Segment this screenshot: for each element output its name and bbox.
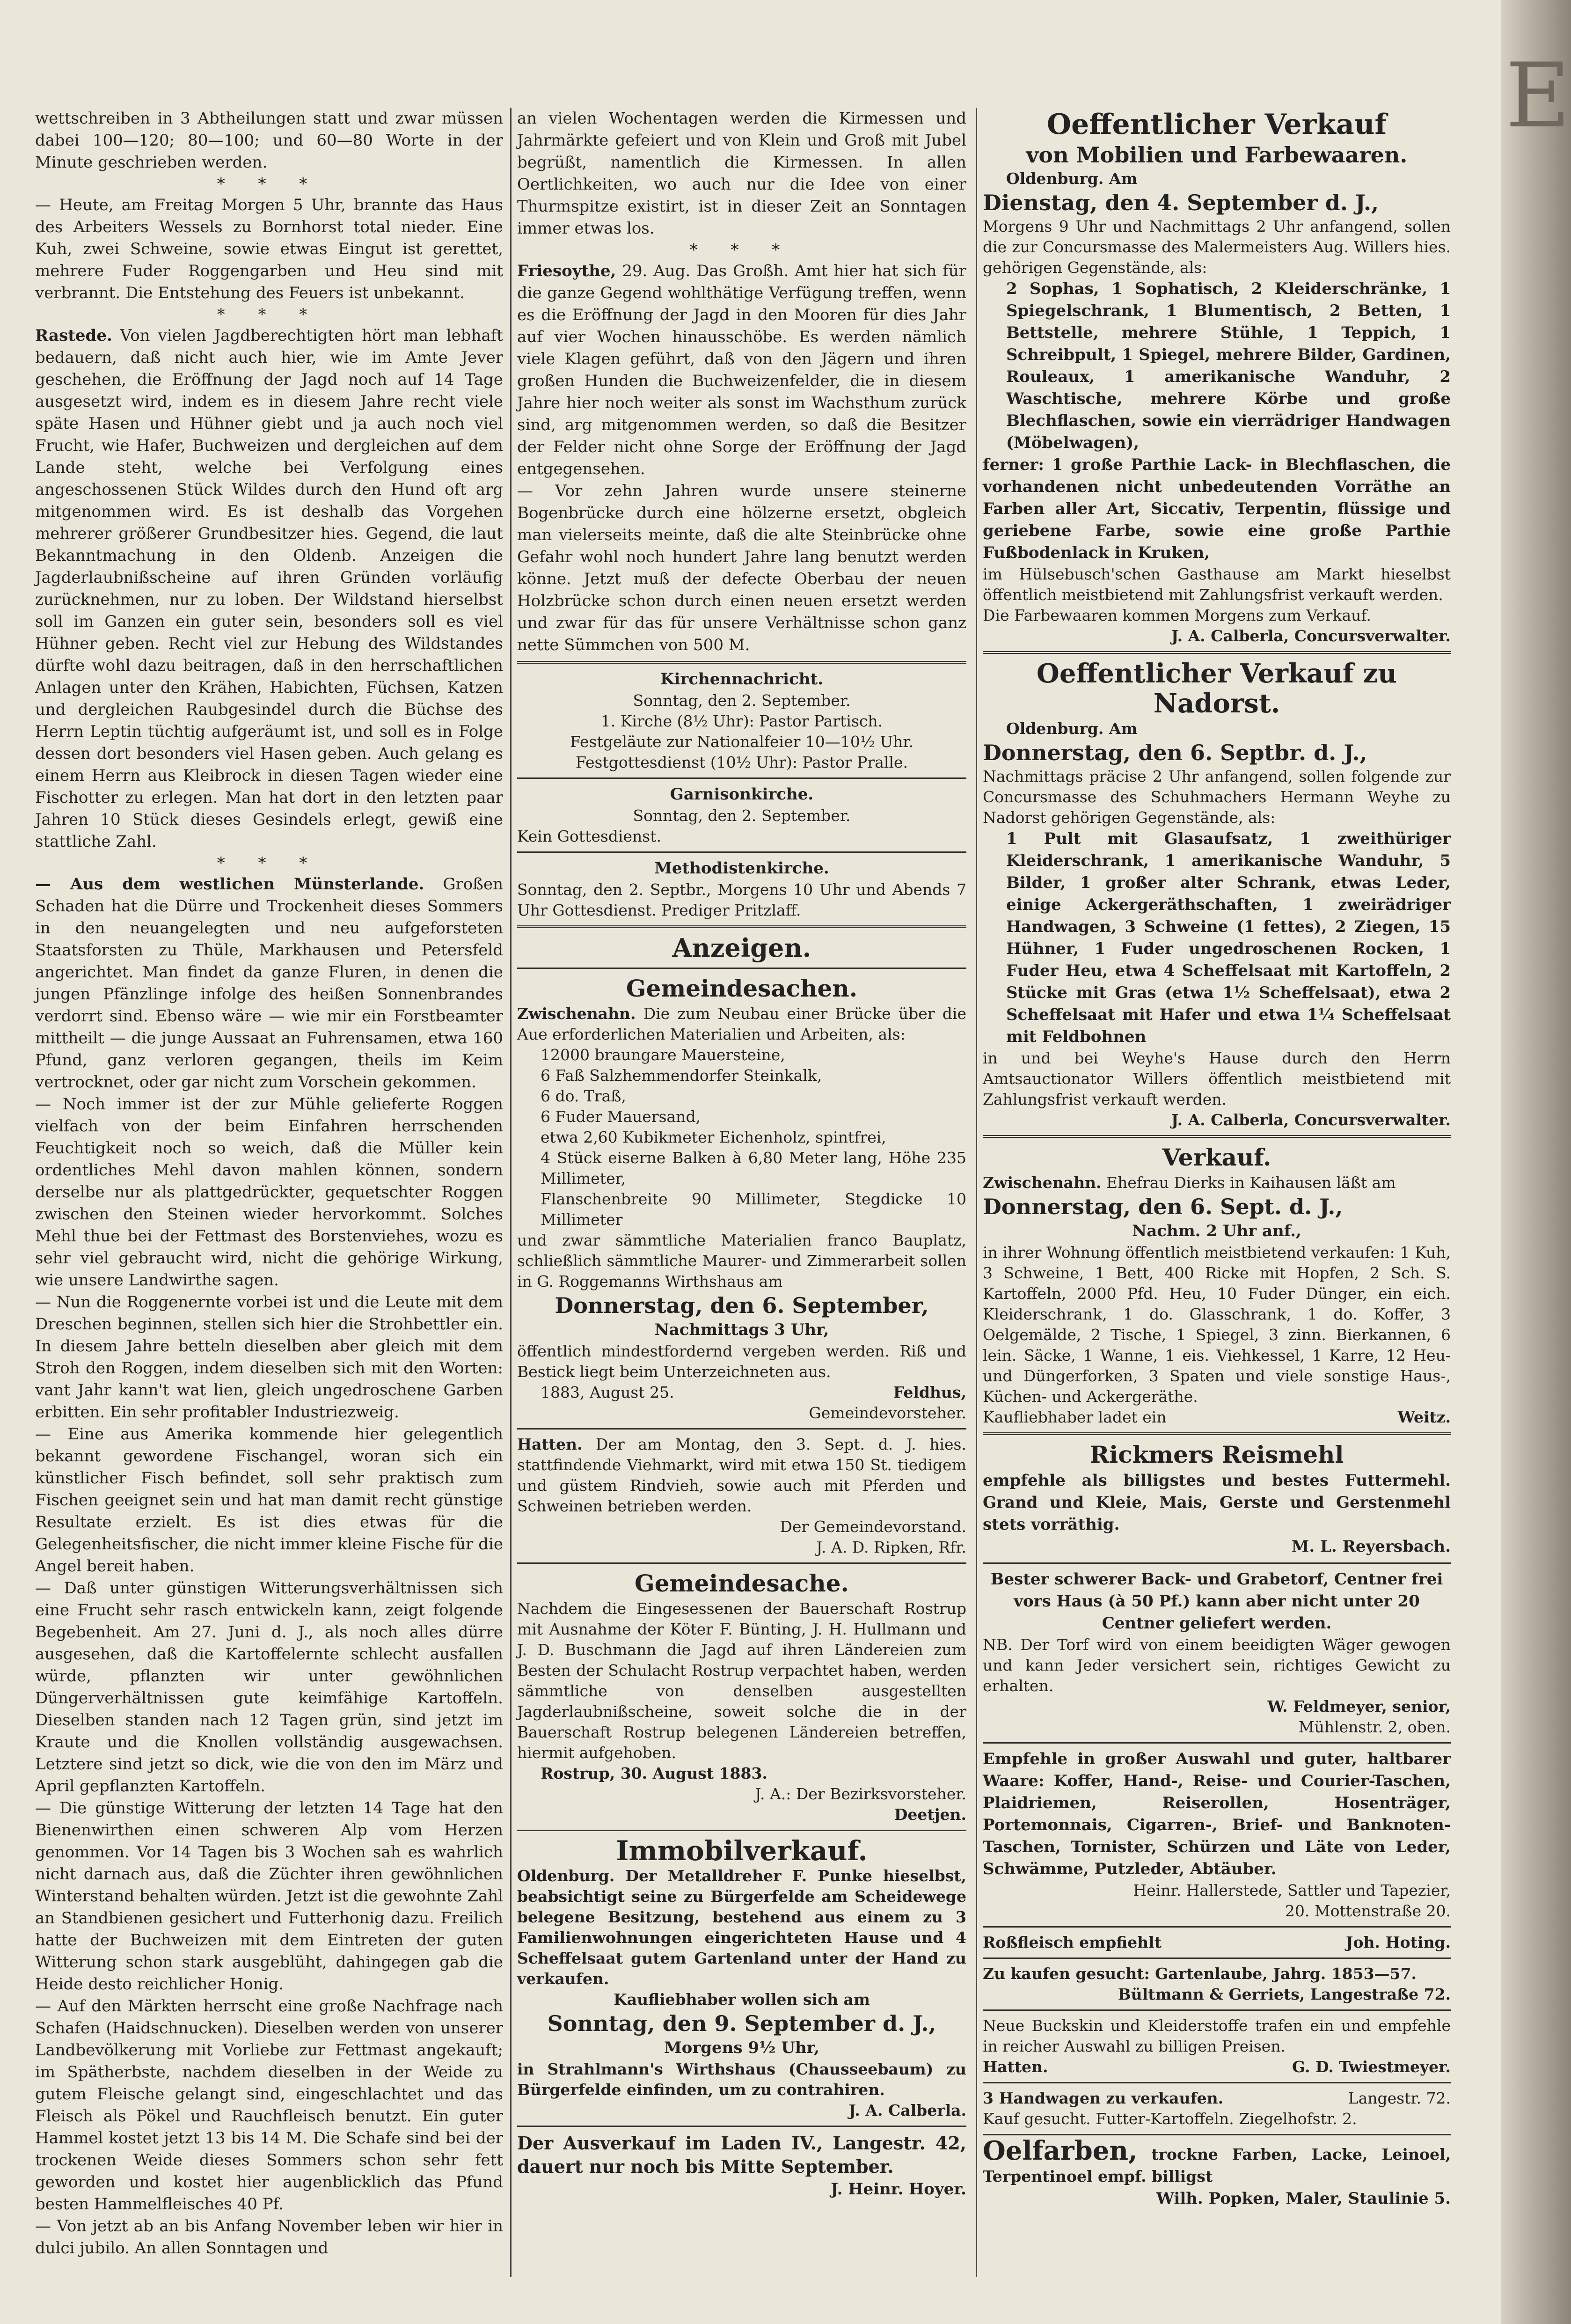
gemeinde-item: 4 Stück eiserne Balken à 6,80 Meter lang, Höhe 235 Millimeter,	[541, 1149, 966, 1188]
gemeinde-text: und zwar sämmtliche Materialien franco Bauplatz, schließlich sämmtliche Maurer- und Zimmerarbeit sollen in G. Roggemanns Wirthshaus am	[517, 1231, 966, 1290]
immo-time: Morgens 9½ Uhr,	[664, 2038, 819, 2057]
ov-title: Oeffentlicher Verkauf	[1046, 108, 1387, 141]
buckskin-text: Neue Buckskin und Kleiderstoffe trafen ein und empfehle in reicher Auswahl zu billigen Preisen.	[983, 2016, 1451, 2055]
gemeinde-sign: Gemeindevorsteher.	[809, 1404, 966, 1422]
divider	[983, 651, 1451, 654]
article-text: — Von jetzt ab an bis Anfang November leben wir hier in dulci jubilo. An allen Sonntagen und	[35, 2217, 503, 2258]
ov-date: Dienstag, den 4. September d. J.,	[983, 190, 1379, 215]
separator-stars: * * *	[217, 305, 322, 324]
article-text: — Daß unter günstigen Witterungsverhältnissen sich eine Frucht sehr rasch entwickeln kann, zeigt folgende Begebenheit. Am 27. Juni d. J., als noch alles dürre ausgesehen, daß die Kartoffelernte schlecht ausfallen würde, pflanzten wir unter gewöhnlichen Düngerverhältnissen gute keimfähige Kartoffeln. Dieselben standen nach 12 Tagen grün, sind jetzt im Kraute und die Knollen vollständig ausgewachsen. Letztere sind jetzt so dick, wie die von den im März und April gepflanzten Kartoffeln.	[35, 1579, 503, 1796]
torf-sign: W. Feldmeyer, senior,	[1267, 1697, 1451, 1716]
gemeinde-item: 12000 braungare Mauersteine,	[541, 1046, 785, 1064]
column-3	[983, 108, 1451, 2268]
article-text: Großen Schaden hat die Dürre und Trockenheit dieses Sommers in den neuangelegten und neu aufgeforsteten Staatsforsten zu Thüle, Markhausen und Petersfeld angerichtet. Man findet da ganze Fluren, in denen die jungen Pfänzlinge infolge des heißen Sonnenbrandes verdorrt sind. Ebenso wäre — wie mir ein Forstbeamter mittheilt — die junge Aussaat an Fuhrensamen, etwa 160 Pfund, ganz verloren gegangen, theils im Keim vertrocknet, oder gar nicht zum Vorschein gekommen.	[35, 875, 504, 1092]
gemeinde-item: 6 Fuder Mauersand,	[541, 1107, 701, 1126]
gemeinde-intro: Zwischenahn. Die zum Neubau einer Brücke über die Aue erforderlichen Materialien und Arbeiten, als:	[517, 1004, 966, 1043]
column-rule-1	[510, 108, 511, 2277]
divider	[517, 925, 966, 928]
gemeinde-item: 6 Faß Salzhemmendorfer Steinkalk,	[541, 1066, 822, 1085]
article-text: Von vielen Jagdberechtigten hört man lebhaft bedauern, daß nicht auch hier, wie im Amte Jever geschehen, die Eröffnung der Jagd noch auf 14 Tage ausgesetzt wird, indem es in diesem Jahre recht viele späte Hasen und Hühner giebt und ja auch noch viel Frucht, wie Hafer, Buchweizen und dergleichen auf dem Lande steht, welche bei Verfolgung eines angeschossenen Stück Wildes durch den Hund oft arg mitgenommen wird. Es ist deshalb das Vorgehen mehrerer größerer Grundbesitzer hies. Gegend, die laut Bekanntmachung in den Oldenb. Anzeigen die Jagderlaubnißscheine auf ihren Gründen vorläufig zurücknehmen, nur zu loben. Der Wildstand hierselbst soll im Ganzen ein guter sein, besonders soll es viel Hühner geben. Recht viel zur Hebung des Wildstandes dürfte wohl dazu beitragen, daß in den herrschaftlichen Anlagen unter den Krähen, Habichten, Füchsen, Katzen und dergleichen Raubgesindel durch die Büchse des Herrn Leptin tüchtig aufgeräumt ist, und soll es in Folge dessen dort besonders viel Hasen geben. Auch gelang es einem Herrn aus Kleibrock in diesen Tagen wieder eine Fischotter zu erlegen. Man hat dort in den letzten paar Jahren 10 Stück dieses Gesindels erlegt, gewiß eine stattliche Zahl.	[35, 326, 503, 851]
gemeinde-lead: Zwischenahn.	[517, 1004, 636, 1023]
divider	[517, 777, 966, 779]
immobilverkauf-title: Immobilverkauf.	[616, 1835, 868, 1867]
hatten-sign: Der Gemeindevorstand.	[780, 1518, 966, 1536]
gemeinde-time: Nachmittags 3 Uhr,	[654, 1320, 829, 1339]
gemeinde-item: Flanschenbreite 90 Millimeter, Stegdicke 10 Millimeter	[541, 1190, 966, 1229]
gemeindesache-sign: Deetjen.	[894, 1805, 966, 1824]
article-lead: — Aus dem westlichen Münsterlande.	[35, 875, 424, 894]
divider	[983, 1926, 1451, 1928]
kirchen-date: Sonntag, den 2. September.	[633, 691, 851, 710]
oelfarben-sign: Wilh. Popken, Maler, Staulinie 5.	[1156, 2189, 1451, 2208]
divider	[983, 1957, 1451, 1959]
article-lead: Rastede.	[35, 326, 112, 345]
methodisten-title: Methodistenkirche.	[654, 859, 829, 878]
on-title: Oeffentlicher Verkauf zu Nadorst.	[1037, 658, 1397, 719]
garten-text: Zu kaufen gesucht: Gartenlaube, Jahrg. 1853—57.	[983, 1965, 1417, 1983]
immo-text: Kaufliebhaber wollen sich am	[614, 1990, 870, 2009]
kauf-gesucht: Kauf gesucht. Futter-Kartoffeln. Ziegelhofstr. 2.	[983, 2110, 1357, 2128]
divider	[517, 1428, 966, 1430]
separator-stars: * * *	[217, 854, 322, 872]
gemeinde-item: 6 do. Traß,	[541, 1087, 626, 1105]
ov-sign: J. A. Calberla, Concursverwalter.	[1171, 627, 1451, 645]
reismehl-text: empfehle als billigstes und bestes Futtermehl. Grand und Kleie, Mais, Gerste und Gerstenmehl stets vorräthig.	[983, 1471, 1451, 1534]
anzeigen-heading: Anzeigen.	[672, 933, 811, 963]
divider	[517, 851, 966, 853]
article-text: — Nun die Roggenernte vorbei ist und die Leute mit dem Dreschen beginnen, stellen sich hier die Strohbettler ein. In diesem Jahre betteln dieselben aber gleich mit dem Stroh den Roggen, indem dieselben sich mit den Worten: vant Jahr kann't wat lien, gleich ungedroschene Garben erbitten. Ein sehr profitabler Industriezweig.	[35, 1293, 503, 1422]
divider	[517, 968, 966, 969]
torf-text: Bester schwerer Back- und Grabetorf, Centner frei vors Haus (à 50 Pf.) kann aber nicht unter 20 Centner geliefert werden.	[990, 1570, 1443, 1633]
on-place: Oldenburg. Am	[1006, 719, 1138, 738]
gemeindesache-text: Nachdem die Eingesessenen der Bauerschaft Rostrup mit Ausnahme der Köter F. Bünting, J. H. Hullmann und J. D. Buschmann die Jagd auf ihren Ländereien zum Besten der Schulacht Rostrup verpachtet haben, werden sämmtliche von denselben ausgestellten Jagderlaubnißscheine, soweit solche die in der Bauerschaft Rostrup belegenen Ländereien betreffen, hiermit aufgehoben.	[517, 1599, 966, 1762]
hatten-notice: Hatten. Der am Montag, den 3. Sept. d. J. hies. stattfindende Viehmarkt, wird mit etwa 150 St. tiedigem und güstem Rindvieh, sowie auch mit Pferden und Schweinen betrieben werden.	[517, 1435, 966, 1515]
torf-sign: Mühlenstr. 2, oben.	[1298, 1718, 1451, 1736]
ov-end: im Hülsebusch'schen Gasthause am Markt hieselbst öffentlich meistbietend mit Zahlungsfrist verkauft werden.	[983, 565, 1451, 604]
article-rastede	[35, 325, 503, 853]
garnison-title: Garnisonkirche.	[670, 785, 814, 804]
divider	[517, 1562, 966, 1564]
gemeinde-date: Donnerstag, den 6. September,	[555, 1293, 929, 1318]
ov-text: Morgens 9 Uhr und Nachmittags 2 Uhr anfangend, sollen die zur Concursmasse des Malermeisters Aug. Willers hies. gehörigen Gegenstände, als:	[983, 217, 1451, 277]
divider	[517, 1830, 966, 1831]
article-text: an vielen Wochentagen werden die Kirmessen und Jahrmärkte gefeiert und von Klein und Groß mit Jubel begrüßt, namentlich die Kirmessen. In allen Oertlichkeiten, wo auch nur die Idee von einer Thurmspitze existirt, ist in dieser Zeit an Sonntagen immer etwas los.	[517, 109, 966, 238]
gemeindesache-sign: J. A.: Der Bezirksvorsteher.	[755, 1785, 966, 1803]
divider	[517, 661, 966, 664]
divider	[983, 2082, 1451, 2083]
separator-stars: * * *	[217, 175, 322, 193]
ov-note: Die Farbewaaren kommen Morgens zum Verkauf.	[983, 606, 1371, 624]
immo-text: Oldenburg. Der Metalldreher F. Punke hieselbst, beabsichtigt seine zu Bürgerfelde am Scheidewege belegene Besitzung, bestehend aus einem zu 3 Familienwohnungen eingerichteten Hause und 4 Scheffelsaat gutem Gartenland unter der Hand zu verkaufen.	[517, 1867, 966, 1988]
column-1	[35, 108, 503, 2268]
kirchen-title: Kirchennachricht.	[660, 670, 824, 689]
gemeindesache-title: Gemeindesache.	[635, 1569, 849, 1597]
hatten-sign: J. A. D. Ripken, Rfr.	[816, 1538, 966, 1556]
gemeinde-text: öffentlich mindestfordernd vergeben werden. Riß und Bestick liegt beim Unterzeichneten aus.	[517, 1342, 966, 1381]
article-text: — Vor zehn Jahren wurde unsere steinerne Bogenbrücke durch eine hölzerne ersetzt, obgleich man vielerseits meinte, daß die alte Steinbrücke ohne Gefahr wohl noch hundert Jahre lang benutzt werden könne. Jetzt muß der defecte Oberbau der neuen Holzbrücke schon durch einen neuen ersetzt werden und zwar für das für unsere Verhältnisse schon ganz nette Sümmchen von 500 M.	[517, 482, 966, 654]
garnison-date: Sonntag, den 2. September.	[633, 806, 851, 825]
article-text: — Auf den Märkten herrscht eine große Nachfrage nach Schafen (Haidschnucken). Dieselben werden von unserer Landbevölkerung mit Vorliebe zur Fettmast angekauft; im Spätherbste, nachdem dieselben in der Weide zu gutem Fleische gelangt sind, eingeschlachtet und das Fleisch als Pökel und Rauchfleisch benutzt. Ein guter Hammel kostet jetzt 13 bis 14 M. Die Schafe sind bei der trockenen Weide dieses Sommers schon sehr fett geworden und kostet hier augenblicklich das Pfund besten Hammelfleisches 40 Pf.	[35, 1997, 503, 2214]
on-items: 1 Pult mit Glasaufsatz, 1 zweithüriger Kleiderschrank, 1 amerikanische Wanduhr, 5 Bilder, 1 großer alter Schrank, etwas Leder, einige Ackergeräthschaften, 1 zweirädriger Handwagen, 3 Schweine (1 fettes), 2 Ziegen, 15 Hühner, 1 Fuder ungedroschenen Rocken, 1 Fuder Heu, etwa 4 Scheffelsaat mit Kartoffeln, 2 Stücke mit Gras (etwa 1½ Scheffelsaat), etwa 2 Scheffelsaat mit Hafer und etwa 1¼ Scheffelsaat mit Feldbohnen	[1006, 829, 1451, 1046]
gemeindesachen-title: Gemeindesachen.	[626, 975, 858, 1002]
article-text: — Eine aus Amerika kommende hier gelegentlich bekannt gewordene Fischangel, woran sich ein künstlicher Fisch befindet, soll sehr praktisch zum Fischen geeignet sein und hat man damit recht günstige Resultate erzielt. Es ist dies etwas für die Gelegenheitsfischer, die nicht immer kleine Fische für die Angel bereit haben.	[35, 1425, 503, 1576]
on-end: in und bei Weyhe's Hause durch den Herrn Amtsauctionator Willers öffentlich meistbietend mit Zahlungsfrist verkauft werden.	[983, 1049, 1451, 1108]
koffer-text: Empfehle in großer Auswahl und guter, haltbarer Waare: Koffer, Hand-, Reise- und Courier-Taschen, Plaidriemen, Reiserollen, Hosenträger, Portemonnais, Cigarren-, Brief- und Banknoten-Taschen, Tornister, Schürzen und Läte von Leder, Schwämme, Putzleder, Abtäuber.	[983, 1750, 1451, 1878]
divider	[983, 1432, 1451, 1435]
koffer-sign: 20. Mottenstraße 20.	[1285, 1902, 1451, 1920]
divider	[983, 1135, 1451, 1138]
divider	[983, 2009, 1451, 2011]
verkauf-time: Nachm. 2 Uhr anf.,	[1132, 1222, 1301, 1240]
verkauf-intro: Zwischenahn. Ehefrau Dierks in Kaihausen läßt am	[983, 1173, 1396, 1192]
article-lead: Friesoythe,	[517, 262, 616, 280]
verkauf-date: Donnerstag, den 6. Sept. d. J.,	[983, 1194, 1343, 1219]
adjacent-page-letter: E	[1505, 44, 1571, 147]
ross-row: Roßfleisch empfiehlt Joh. Hoting.	[983, 1933, 1451, 1951]
on-text: Nachmittags präcise 2 Uhr anfangend, sollen folgende zur Concursmasse des Schuhmachers Hermann Weyhe zu Nadorst gehörigen Gegenstände, als:	[983, 767, 1451, 827]
verkauf-sign-row: Kaufliebhaber ladet ein Weitz.	[983, 1408, 1451, 1426]
ausverkauf-text: Der Ausverkauf im Laden IV., Langestr. 42, dauert nur noch bis Mitte September.	[517, 2133, 966, 2177]
column-rule-2	[976, 108, 977, 2277]
column-2	[517, 108, 966, 2268]
article-text: — Heute, am Freitag Morgen 5 Uhr, brannte das Haus des Arbeiters Wessels zu Bornhorst total nieder. Eine Kuh, zwei Schweine, sowie etwas Eingut ist gerettet, mehrere Fuder Roggengarben und Heu sind mit verbrannt. Die Entstehung des Feuers ist unbekannt.	[35, 196, 503, 302]
gemeinde-item: etwa 2,60 Kubikmeter Eichenholz, spintfrei,	[541, 1128, 886, 1146]
divider	[983, 1742, 1451, 1744]
kirchen-line: Festgottesdienst (10½ Uhr): Pastor Pralle.	[575, 753, 908, 771]
immo-text: in Strahlmann's Wirthshaus (Chausseebaum) zu Bürgerfelde einfinden, um zu contrahiren.	[517, 2060, 966, 2099]
immo-sign: J. A. Calberla.	[848, 2101, 966, 2119]
gemeinde-sign-row: 1883, August 25. Feldhus,	[541, 1383, 966, 1401]
oelfarben-ad: Oelfarben, trockne Farben, Lacke, Leinoel, Terpentinoel empf. billigst	[983, 2135, 1451, 2185]
article-text: — Noch immer ist der zur Mühle gelieferte Roggen vielfach von der beim Einfahren herrschenden Feuchtigkeit noch so weich, daß die Müller kein ordentliches Mehl davon mahlen können, sondern derselbe nur als plattgedrückter, gequetschter Roggen zwischen den Steinen wieder hervorkommt. Solches Mehl thue bei der Fettmast des Borstenviehes, wozu es sehr viel gebraucht wird, nicht die gehörige Wirkung, wie unsere Landwirthe sagen.	[35, 1095, 503, 1290]
kirchen-line: Festgeläute zur Nationalfeier 10—10½ Uhr.	[570, 733, 914, 751]
divider	[983, 1562, 1451, 1564]
on-sign: J. A. Calberla, Concursverwalter.	[1171, 1111, 1451, 1129]
ov-ferner: ferner: 1 große Parthie Lack- in Blechflaschen, die vorhandenen nicht unbedeutenden Vorräthe an Farben aller Art, Siccativ, Terpentin, flüssige und geriebene Farbe, sowie eine große Parthie Fußbodenlack in Kruken,	[983, 455, 1451, 562]
koffer-sign: Heinr. Hallerstede, Sattler und Tapezier,	[1133, 1881, 1451, 1899]
ov-place: Oldenburg. Am	[1006, 169, 1138, 188]
torf-nb: NB. Der Torf wird von einem beeidigten Wäger gewogen und kann Jeder versichert sein, richtiges Gewicht zu erhalten.	[983, 1635, 1451, 1695]
immo-date: Sonntag, den 9. September d. J.,	[547, 2011, 936, 2036]
ov-items: 2 Sophas, 1 Sophatisch, 2 Kleiderschränke, 1 Spiegelschrank, 1 Blumentisch, 2 Betten, 1 Bettstelle, mehrere Stühle, 1 Teppich, 1 Schreibpult, 1 Spiegel, mehrere Bilder, Gardinen, Rouleaux, 1 amerikanische Wanduhr, 2 Waschtische, mehrere Körbe und große Blechflaschen, sowie ein vierrädriger Handwagen (Möbelwagen),	[1006, 279, 1451, 452]
buckskin-sign-row: Hatten. G. D. Twiestmeyer.	[983, 2058, 1451, 2076]
gemeindesache-place: Rostrup, 30. August 1883.	[541, 1764, 767, 1782]
methodisten-line: Sonntag, den 2. Septbr., Morgens 10 Uhr und Abends 7 Uhr Gottesdienst. Prediger Pritzlaff.	[517, 880, 966, 919]
ausverkauf-sign: J. Heinr. Hoyer.	[831, 2180, 966, 2199]
divider	[517, 2126, 966, 2127]
garnison-line: Kein Gottesdienst.	[517, 827, 661, 845]
verkauf-text: in ihrer Wohnung öffentlich meistbietend verkaufen: 1 Kuh, 3 Schweine, 1 Bett, 400 Ricke mit Hopfen, 2 Sch. S. Kartoffeln, 2000 Pfd. Heu, 10 Fuder Dünger, ein eich. Kleiderschrank, 1 do. Glasschrank, 1 do. Koffer, 3 Oelgemälde, 2 Tische, 1 Spiegel, 3 zinn. Bierkannen, 6 lein. Säcke, 1 Wanne, 1 eis. Viehkessel, 1 Karre, 12 Heu- und Düngerforken, 3 Spaten und viele sonstige Haus-, Küchen- und Ackergeräthe.	[983, 1243, 1451, 1406]
reismehl-title: Rickmers Reismehl	[1089, 1441, 1344, 1468]
separator-stars: * * *	[689, 241, 794, 259]
kirchen-line: 1. Kirche (8½ Uhr): Pastor Partisch.	[600, 712, 883, 730]
reismehl-sign: M. L. Reyersbach.	[1291, 1537, 1451, 1556]
on-date: Donnerstag, den 6. Septbr. d. J.,	[983, 740, 1367, 765]
verkauf-title: Verkauf.	[1162, 1144, 1271, 1171]
article-text: wettschreiben in 3 Abtheilungen statt und zwar müssen dabei 100—120; 80—100; und 60—80 Worte in der Minute geschrieben werden.	[35, 109, 503, 172]
article-friesoythe	[517, 260, 966, 480]
article-text: 29. Aug. Das Großh. Amt hier hat sich für die ganze Gegend wohlthätige Verfügung treffen, wenn es die Eröffnung der Jagd in den Mooren für dies Jahr auf vier Wochen hinausschöbe. Es werden nämlich viele Klagen geführt, daß von den Jägern und ihren großen Hunden die Buchweizenfelder, die in diesem Jahre hier noch weiter als sonst im Wachsthum zurück sind, arg mitgenommen werden, so daß die Besitzer der Felder nicht ohne Sorge der Eröffnung der Jagd entgegensehen.	[517, 262, 966, 478]
handwagen-row: 3 Handwagen zu verkaufen. Langestr. 72.	[983, 2089, 1451, 2107]
garten-sign: Bültmann & Gerriets, Langestraße 72.	[1118, 1985, 1451, 2003]
article-text: — Die günstige Witterung der letzten 14 Tage hat den Bienenwirthen einen schweren Alp vom Herzen genommen. Vor 14 Tagen bis 3 Wochen sah es wahrlich nicht darnach aus, daß die Züchter ihren gewöhnlichen Winterstand behalten würden. Jetzt ist die gewohnte Zahl an Standbienen gesichert und Futterhonig dazu. Freilich hatte der Buchweizen mit dem Eintreten der guten Witterung schon stark ausgeblüht, dahingegen gab die Heide desto reichlicher Honig.	[35, 1799, 503, 1994]
adjacent-page-strip	[1501, 0, 1571, 2324]
ov-subtitle: von Mobilien und Farbewaaren.	[1026, 142, 1408, 168]
article-muensterland	[35, 873, 503, 1093]
